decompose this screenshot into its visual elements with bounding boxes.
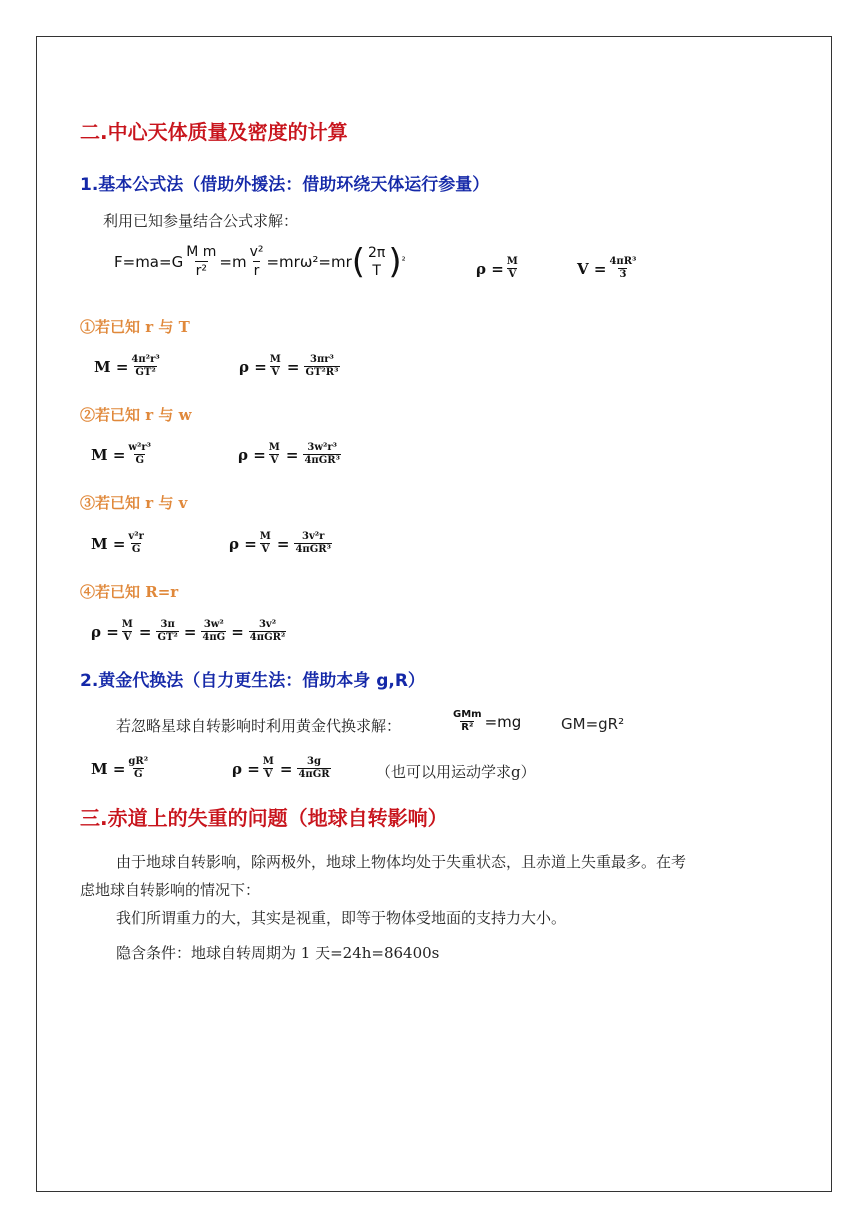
numerator: M [506,256,518,267]
formula-lhs: F=ma=G [114,252,184,271]
numerator: M m [186,244,217,260]
denominator: GT² [135,367,156,378]
denominator: r [253,263,260,279]
fraction [303,442,341,467]
denominator: V [123,632,132,643]
exponent: ² [401,256,406,267]
paragraph: 我们所谓重力的大，其实是视重，即等于物体受地面的支持力大小。 [116,909,567,927]
fraction [367,244,386,280]
formula-part: =m [219,252,247,271]
fraction [185,243,217,280]
fraction [156,619,178,644]
numerator: 4πR³ [609,256,637,267]
numerator: v²r [128,531,144,542]
case-label: ③若已知 r 与 v [80,494,188,512]
fraction [249,243,265,280]
equals: = [231,622,244,641]
denominator: 4πGR² [249,632,286,643]
paragraph-line: 由于地球自转影响，除两极外，地球上物体均处于失重状态，且赤道上失重最多。在考 [116,853,687,871]
numerator: 3π [160,619,175,630]
fraction [262,756,275,781]
numerator: M [269,354,281,365]
fraction [506,256,519,281]
paragraph-line: 虑地球自转影响的情况下： [80,881,261,899]
section-title: 二.中心天体质量及密度的计算 [80,120,348,144]
gm-relation: GM=gR² [561,715,625,733]
denominator: T [372,262,381,279]
method2-note: （也可以用运动学求g） [376,763,536,781]
denominator: V [261,544,270,555]
denominator: GT² [157,632,178,643]
denominator: r² [195,263,207,279]
main-formula [114,243,406,280]
denominator: GT²R³ [305,367,339,378]
equals: = [138,622,152,641]
rho-lhs: ρ = [476,259,504,278]
equals: = [276,534,290,553]
formula-lhs: ρ = [91,622,119,641]
equals: = [183,622,197,641]
formula-lhs: M = [91,534,126,553]
volume-definition [577,256,639,281]
formula-lhs: M = [91,759,126,778]
formula-part: =mrω²=mr [266,252,352,271]
numerator: 3g [307,756,321,767]
density-formula [91,619,288,644]
density-formula [238,442,343,467]
method2-title: 2.黄金代换法（自力更生法：借助本身 g,R） [80,671,425,691]
fraction [269,354,282,379]
denominator: V [508,269,517,280]
fraction [259,531,272,556]
numerator: M [268,442,280,453]
formula-lhs: ρ = [239,357,267,376]
paragraph: 隐含条件：地球自转周期为 1 天=24h=86400s [116,944,440,962]
denominator: G [133,769,143,780]
denominator: 4πGR³ [304,455,340,466]
method1-intro: 利用已知参量结合公式求解： [103,212,299,230]
formula-lhs: ρ = [232,759,260,778]
equals: = [279,759,293,778]
numerator: gR² [128,756,149,767]
rho-definition [476,256,521,281]
method1-title: 1.基本公式法（借助外援法：借助环绕天体运行参量） [80,175,490,195]
mass-formula [91,442,154,467]
formula-lhs: M = [94,357,129,376]
fraction [294,531,332,556]
density-formula [239,354,342,379]
mass-formula [94,354,163,379]
right-paren: ) [388,241,402,282]
fraction [452,709,483,734]
case-label: ①若已知 r 与 T [80,318,190,336]
numerator: 3w²r³ [307,442,337,453]
fraction [127,531,144,556]
denominator: R² [461,722,474,733]
numerator: M [259,531,271,542]
numerator: M [121,619,133,630]
numerator: GMm [453,709,482,720]
denominator: 4πGR³ [295,544,331,555]
numerator: 3πr³ [310,354,334,365]
section-title: 三.赤道上的失重的问题（地球自转影响） [80,806,448,830]
golden-substitution [450,709,521,734]
fraction [249,619,287,644]
case-label: ④若已知 R=r [80,583,179,601]
formula-lhs: ρ = [238,445,266,464]
numerator: w²r³ [128,442,152,453]
denominator: G [131,544,141,555]
fraction [127,442,152,467]
numerator: M [262,756,274,767]
denominator: G [135,455,144,466]
mass-formula [91,756,151,781]
volume-lhs: V = [577,259,607,278]
denominator: V [270,455,279,466]
denominator: 3 [619,269,627,280]
density-formula [232,756,333,781]
denominator: 4πGR [298,769,330,780]
denominator: V [264,769,273,780]
fraction [268,442,281,467]
formula-lhs: ρ = [229,534,257,553]
denominator: V [271,367,280,378]
numerator: v² [249,244,264,260]
equals: = [285,445,299,464]
fraction [130,354,160,379]
fraction [608,256,637,281]
left-paren: ( [351,241,366,282]
mass-formula [91,531,147,556]
formula-lhs: M = [91,445,126,464]
numerator: 3w² [203,619,224,630]
numerator: 3v²r [301,531,325,542]
equals: = [286,357,300,376]
fraction [127,756,149,781]
formula-rhs: =mg [484,712,522,731]
numerator: 4π²r³ [131,354,160,365]
denominator: 4πG [202,632,226,643]
fraction [201,619,226,644]
numerator: 3v² [258,619,277,630]
case-label: ②若已知 r 与 w [80,406,192,424]
method2-intro: 若忽略星球自转影响时利用黄金代换求解： [116,717,402,735]
fraction [121,619,134,644]
density-formula [229,531,334,556]
numerator: 2π [368,244,386,261]
fraction [297,756,330,781]
fraction [304,354,339,379]
